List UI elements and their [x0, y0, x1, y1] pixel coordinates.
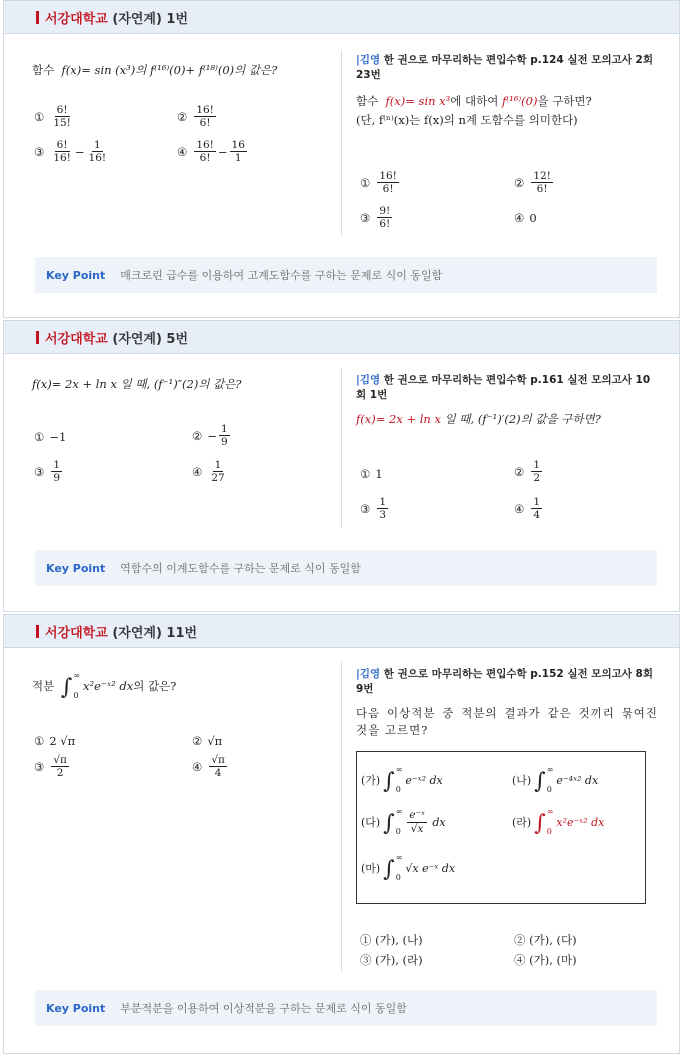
university-name: 서강대학교 — [45, 625, 108, 641]
source-citation — [356, 53, 658, 83]
choice-value: ④ (가), (마) — [514, 953, 577, 967]
denominator: 27 — [211, 472, 225, 485]
answer-choice-2 — [177, 104, 218, 129]
q-expression: f⁽¹⁶⁾(0)+ f⁽¹⁸⁾(0)의 값은? — [150, 63, 278, 77]
integrand: √x e⁻ˣ dx — [405, 861, 456, 875]
option-label: (라) — [512, 816, 532, 829]
key-point-label: Key Point — [46, 561, 106, 575]
answer-choice-4 — [192, 754, 229, 779]
key-point-box — [35, 990, 657, 1026]
integrand: e⁻⁴ˣ² dx — [556, 773, 599, 787]
numerator: 1 — [214, 459, 222, 471]
similar-choice-4 — [514, 952, 577, 968]
denominator: 9 — [220, 436, 228, 449]
minus: − — [74, 144, 85, 159]
q-function: f(x)= sin x³ — [385, 94, 451, 109]
fraction — [209, 754, 227, 779]
numerator: 16 — [231, 139, 245, 151]
option-ra — [512, 808, 604, 836]
header-marker — [36, 11, 39, 24]
choice-number: ③ — [360, 501, 371, 516]
q-word: 을 구하면? — [537, 94, 592, 109]
key-point-text: 역함수의 이계도함수를 구하는 문제로 식이 동일함 — [120, 562, 361, 575]
denominator: 6! — [199, 152, 211, 165]
denominator: 6! — [199, 117, 211, 130]
lower-limit: 0 — [395, 785, 401, 794]
q-derivative: f⁽¹⁶⁾(0) — [502, 94, 538, 109]
numerator: 1 — [379, 496, 386, 508]
citation-author: 김영 — [359, 668, 381, 680]
key-point-text: 부분적분을 이용하여 이상적분을 구하는 문제로 식이 동일함 — [120, 1002, 407, 1015]
fraction — [194, 104, 216, 129]
q-word: 함수 — [356, 94, 379, 109]
similar-choice-4 — [514, 496, 544, 521]
fraction — [377, 170, 399, 195]
similar-choice-2 — [514, 170, 555, 195]
numerator: 1 — [220, 423, 228, 435]
divider — [341, 662, 342, 972]
section-header — [4, 0, 679, 34]
integral-limits — [396, 854, 403, 882]
similar-choice-1 — [360, 467, 383, 481]
citation-author: 김영 — [359, 374, 381, 386]
key-point-label: Key Point — [46, 1001, 106, 1015]
integral-limits — [547, 766, 554, 794]
numerator: 1 — [533, 459, 540, 471]
choice-number: ② — [192, 734, 203, 748]
fraction — [87, 139, 109, 164]
choice-number: ② — [514, 175, 525, 190]
similar-question-text — [356, 93, 658, 109]
choice-number: ③ — [360, 210, 371, 225]
original-question — [32, 672, 176, 700]
fraction — [531, 459, 542, 484]
fraction — [51, 104, 73, 129]
integrand: x²e⁻ˣ² dx — [556, 815, 605, 829]
integral-sign: ∫ — [383, 810, 395, 836]
source-citation — [356, 667, 658, 697]
q-function: f(x)= sin (x³)의 — [61, 63, 147, 77]
answer-choice-2 — [192, 423, 232, 448]
choice-number: ④ — [514, 501, 525, 516]
key-point-box — [35, 257, 657, 293]
answer-choice-4 — [177, 139, 249, 164]
section-title: (자연계) 11번 — [112, 625, 198, 641]
fraction — [377, 496, 388, 521]
answer-choice-1 — [34, 734, 75, 748]
answer-choice-1 — [34, 430, 66, 444]
university-name: 서강대학교 — [45, 331, 108, 347]
q-word: 일 때, (f⁻¹)′(2)의 값을 구하면? — [444, 412, 601, 427]
choice-number: ④ — [177, 144, 188, 159]
upper-limit: ∞ — [395, 765, 403, 774]
numerator: 1 — [533, 496, 540, 508]
minus: − — [207, 428, 217, 443]
problem-section-3 — [3, 614, 680, 1054]
key-point-box — [35, 550, 657, 586]
similar-choice-4 — [514, 211, 537, 225]
choice-value: ③ (가), (라) — [360, 953, 423, 967]
choice-number: ③ — [34, 759, 45, 774]
denominator: √x — [410, 822, 424, 835]
fraction — [230, 139, 247, 164]
choice-number: ② — [192, 428, 203, 443]
fraction — [219, 423, 230, 448]
denominator: 1 — [234, 152, 242, 165]
q-suffix: 의 값은? — [133, 679, 177, 693]
upper-limit: ∞ — [73, 671, 81, 680]
numerator: 12! — [533, 170, 551, 182]
divider — [341, 368, 342, 528]
integral-limits — [73, 672, 80, 700]
similar-choice-3 — [360, 952, 423, 968]
q-prefix: 함수 — [32, 63, 55, 77]
citation-text: 한 권으로 마무리하는 편입수학 p.161 실전 모의고사 10회 1번 — [356, 374, 651, 402]
integral-sign: ∫ — [383, 856, 395, 882]
integral-limits — [396, 808, 403, 836]
integral-limits — [547, 808, 554, 836]
denominator: 6! — [379, 218, 391, 231]
section-header — [4, 320, 679, 354]
choice-number: ② — [177, 109, 188, 124]
choice-value: ② (가), (다) — [514, 933, 577, 947]
source-citation — [356, 373, 658, 403]
denominator: 6! — [536, 183, 548, 196]
similar-question — [356, 373, 658, 428]
choice-number: ③ — [34, 144, 45, 159]
choice-number: ④ — [514, 211, 525, 225]
numerator: 1 — [94, 139, 101, 151]
problem-section-1 — [3, 0, 680, 318]
q-function: f(x)= 2x + ln x — [356, 412, 441, 427]
fraction — [51, 459, 62, 484]
option-label: (마) — [361, 862, 381, 875]
key-point-text: 매크로린 급수를 이용하여 고계도함수를 구하는 문제로 식이 동일함 — [120, 269, 443, 282]
q-prefix: 적분 — [32, 679, 55, 693]
choice-value: 1 — [375, 467, 383, 481]
answer-choice-1 — [34, 104, 75, 129]
key-point-label: Key Point — [46, 268, 106, 282]
upper-limit: ∞ — [546, 807, 554, 816]
numerator: 16! — [196, 139, 214, 151]
choice-value: √π — [207, 734, 223, 748]
similar-choice-1 — [360, 932, 423, 948]
upper-limit: ∞ — [395, 807, 403, 816]
integrand: e⁻ˣ² dx — [405, 773, 443, 787]
choice-value: 0 — [529, 211, 537, 225]
upper-limit: ∞ — [546, 765, 554, 774]
fraction — [194, 139, 216, 164]
numerator: 9! — [379, 205, 391, 217]
numerator: 6! — [56, 104, 68, 116]
similar-choice-2 — [514, 932, 577, 948]
option-ga — [361, 766, 443, 794]
citation-text: 한 권으로 마무리하는 편입수학 p.152 실전 모의고사 8회 9번 — [356, 668, 653, 696]
question-note: (단, f⁽ⁿ⁾(x)는 f(x)의 n계 도함수를 의미한다) — [356, 112, 578, 127]
lower-limit: 0 — [73, 691, 79, 700]
section-title: (자연계) 1번 — [112, 11, 189, 27]
denominator: 6! — [382, 183, 394, 196]
similar-choice-2 — [514, 459, 544, 484]
integral-sign: ∫ — [534, 810, 546, 836]
integrand: x²e⁻ˣ² dx — [83, 679, 134, 693]
citation-marker: | — [356, 668, 360, 680]
citation-text: 한 권으로 마무리하는 편입수학 p.124 실전 모의고사 2회 23번 — [356, 54, 653, 82]
citation-marker: | — [356, 54, 360, 66]
q-word: 에 대하여 — [450, 94, 499, 109]
upper-limit: ∞ — [395, 853, 403, 862]
similar-question-text: 다음 이상적분 중 적분의 결과가 같은 것끼리 묶여진 것을 고르면? — [356, 706, 658, 737]
integral-limits — [396, 766, 403, 794]
answer-choice-4 — [192, 459, 229, 484]
denominator: 3 — [379, 509, 386, 522]
denominator: 16! — [53, 152, 71, 165]
choice-value: −1 — [49, 430, 67, 444]
university-name: 서강대학교 — [45, 11, 108, 27]
denominator: 4 — [533, 509, 540, 522]
citation-marker: | — [356, 374, 360, 386]
similar-choice-3 — [360, 205, 394, 230]
problem-section-2 — [3, 320, 680, 612]
similar-choice-1 — [360, 170, 401, 195]
integral-sign: ∫ — [60, 674, 73, 700]
differential: dx — [432, 815, 446, 829]
integral-sign: ∫ — [534, 768, 546, 794]
denominator: 16! — [88, 152, 107, 165]
option-label: (다) — [361, 816, 381, 829]
fraction — [51, 754, 69, 779]
numerator: √π — [211, 754, 225, 766]
section-title: (자연계) 5번 — [112, 331, 189, 347]
denominator: 4 — [214, 767, 222, 780]
answer-choice-3 — [34, 139, 110, 164]
answer-choice-3 — [34, 754, 71, 779]
answer-choice-3 — [34, 459, 64, 484]
choice-number: ① — [34, 109, 45, 124]
denominator: 2 — [56, 767, 64, 780]
numerator: 16! — [196, 104, 214, 116]
denominator: 9 — [53, 472, 60, 485]
divider — [341, 50, 342, 236]
choice-number: ① — [360, 175, 371, 190]
integral-options-box — [356, 751, 646, 904]
choice-value: 2 √π — [49, 734, 76, 748]
numerator: √π — [53, 754, 67, 766]
numerator: 6! — [56, 139, 68, 151]
original-question — [32, 62, 332, 78]
similar-question — [356, 53, 658, 128]
fraction — [209, 459, 226, 484]
numerator: 16! — [379, 170, 397, 182]
section-header — [4, 614, 679, 648]
similar-choice-3 — [360, 496, 390, 521]
option-label: (나) — [512, 774, 532, 787]
similar-question — [356, 667, 658, 738]
choice-number: ④ — [192, 464, 203, 479]
lower-limit: 0 — [395, 873, 401, 882]
choice-value: ① (가), (나) — [360, 933, 423, 947]
denominator: 2 — [533, 472, 540, 485]
minus: − — [217, 144, 228, 159]
option-da — [361, 808, 446, 836]
fraction — [51, 139, 73, 164]
choice-number: ① — [34, 734, 45, 748]
fraction — [407, 809, 426, 834]
similar-question-text — [356, 411, 658, 427]
lower-limit: 0 — [395, 827, 401, 836]
option-ma — [361, 854, 455, 882]
numerator: 1 — [53, 459, 60, 471]
choice-number: ④ — [192, 759, 203, 774]
original-question: f(x)= 2x + ln x 일 때, (f⁻¹)″(2)의 값은? — [32, 377, 242, 391]
option-na — [512, 766, 598, 794]
choice-number: ③ — [34, 464, 45, 479]
choice-number: ① — [360, 467, 371, 481]
citation-author: 김영 — [359, 54, 381, 66]
numerator: e⁻ˣ — [409, 809, 425, 822]
denominator: 15! — [53, 117, 71, 130]
header-marker — [36, 625, 39, 638]
lower-limit: 0 — [546, 827, 552, 836]
header-marker — [36, 331, 39, 344]
fraction — [531, 170, 553, 195]
answer-choice-2 — [192, 734, 222, 748]
option-label: (가) — [361, 774, 381, 787]
integral-sign: ∫ — [383, 768, 395, 794]
fraction — [377, 205, 392, 230]
lower-limit: 0 — [546, 785, 552, 794]
choice-number: ① — [34, 430, 45, 444]
fraction — [531, 496, 542, 521]
choice-number: ② — [514, 464, 525, 479]
